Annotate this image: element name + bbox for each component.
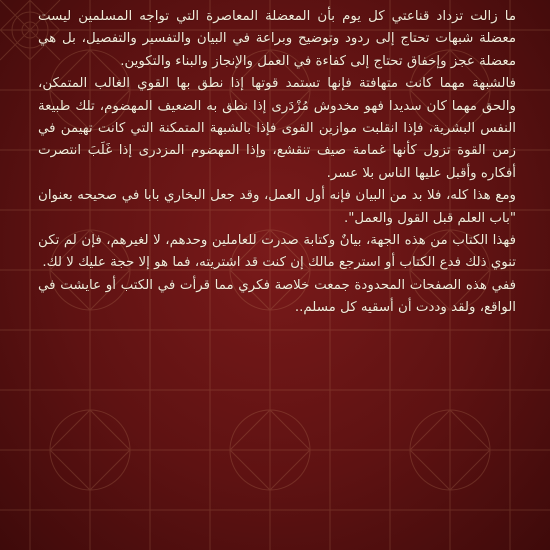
paragraph-1: ما زالت تزداد قناعتي كل يوم بأن المعضلة المعاصرة التي تواجه المسلمين ليست معضلة شبهات تحتاج إلى ردود وتوضيح وبراعة في البيان والتفسير والتفصيل، بل هي معضلة عجز وإخفاق تحتاج إلى كفاءة في العمل والإنجاز والبناء والتكوين. [38, 9, 516, 69]
paragraph-2: فالشبهة مهما كانت متهافتة فإنها تستمد قوتها إذا نطق بها القوي الغالب المتمكن، والحق مهما كان سديدا فهو مخدوش مُزْدَرى إذا نطق به الضعيف المهضوم، تلك طبيعة النفس البشرية، فإذا انقلبت موازين القوى فإذا بالشبهة المتمكنة التي كانت تهيمن في زمن القوة تزول كأنها غمامة صيف تنقشع، وإذا المهضوم المزدرى إذا غَلَبَ انتصرت أفكاره وأقبل عليها الناس بلا عسر. [38, 76, 516, 181]
paragraph-5: ففي هذه الصفحات المحدودة جمعت خلاصة فكري مما قرأت في الكتب أو عايشت في الواقع، ولقد وددت أن أسقيه كل مسلم.. [38, 277, 516, 316]
paragraph-3: ومع هذا كله، فلا بد من البيان فإنه أول العمل، وقد جعل البخاري بابا في صحيحه بعنوان "باب العلم قبل القول والعمل". [38, 188, 516, 226]
back-cover-text [38, 6, 516, 320]
paragraph-4: فهذا الكتاب من هذه الجهة، بيانٌ وكتابة صدرت للعاملين وحدهم، لا لغيرهم، فإن لم تكن تنوي ذلك فدع الكتاب أو استرجع مالك إن كنت قد اشتريته، فما هو إلا حجة عليك لا لك. [38, 233, 516, 271]
